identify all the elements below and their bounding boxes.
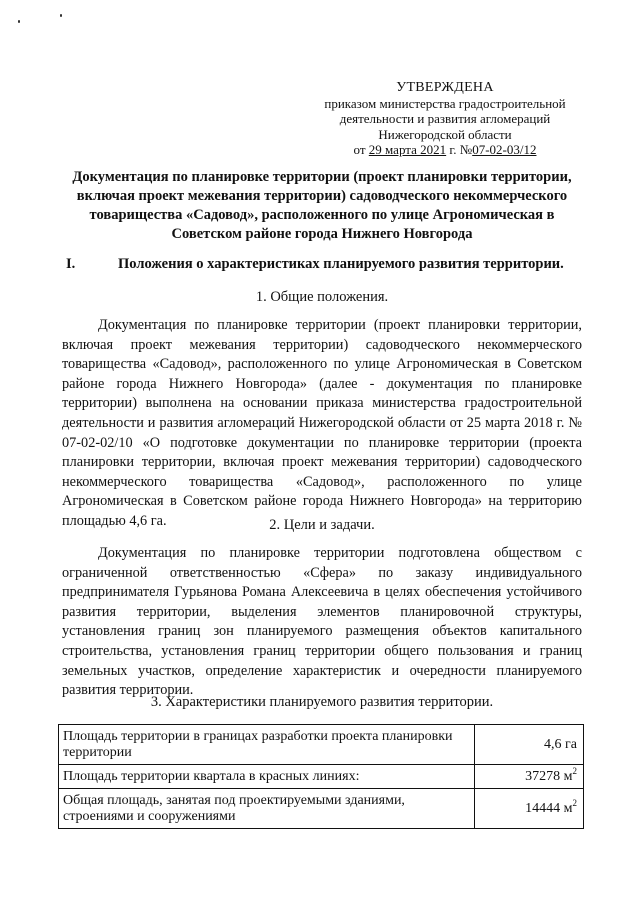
table-row — [59, 789, 584, 829]
value-text: 37278 м — [525, 769, 573, 784]
table-cell-label: Площадь территории в границах разработки проекта планировки территории — [59, 725, 475, 765]
section-title: Положения о характеристиках планируемого развития территории. — [118, 256, 564, 272]
approval-stamp-block — [300, 80, 590, 158]
scan-speck — [60, 14, 62, 17]
approval-heading: УТВЕРЖДЕНА — [396, 80, 494, 95]
approval-line: Нижегородской области — [378, 126, 512, 142]
unit-superscript: 2 — [572, 798, 577, 808]
paragraph-goals: Документация по планировке территории подготовлена обществом с ограниченной ответственностью «Сфера» по заказу индивидуального предпринимателя Гурьянова Романа Алексеевича в целях обеспечения устойчивого развития территории, выделения элементов планировочной структуры, установления границ зон планируемого размещения объектов капитального строительства, установления границ территории общего пользования и границ земельных участков, определение характеристик и очередности планируемого развития территории. — [62, 545, 582, 699]
approval-date: 29 марта 2021 — [368, 142, 447, 157]
scan-speck — [18, 20, 20, 23]
approval-line: деятельности и развития агломераций — [339, 111, 551, 126]
value-text: 4,6 га — [544, 737, 577, 752]
paragraph-general: Документация по планировке территории (проект планировки территории, включая проект межевания территории) садоводческого некоммерческого товарищества «Садовод», расположенного по улице Агрономическая в Советском районе города Нижнего Новгорода» (далее - документация по планировке территории) выполнена на основании приказа министерства градостроительной деятельности и развития агломераций Нижегородской области от 25 марта 2018 г. № 07-02-02/10 «О подготовке документации по планировке территории (проекта планировки территории, включая проект межевания территории) садоводческого некоммерческого товарищества «Садовод», расположенного по улице Агрономическая в Советском районе города Нижнего Новгорода» на территорию площадью 4,6 га. — [62, 317, 582, 529]
date-prefix: от — [353, 142, 366, 157]
table-cell-label: Общая площадь, занятая под проектируемыми зданиями, строениями и сооружениями — [59, 789, 475, 829]
subsection-heading-general: 1. Общие положения. — [255, 289, 389, 305]
subsection-heading-goals: 2. Цели и задачи. — [269, 517, 375, 533]
table-cell-value — [475, 765, 584, 789]
table-cell-value — [475, 725, 584, 765]
value-text: 14444 м — [525, 801, 573, 816]
characteristics-table — [58, 724, 584, 829]
approval-number: 07-02-03/12 — [472, 142, 537, 157]
approval-line: приказом министерства градостроительной — [324, 95, 566, 111]
section-number: I. — [66, 256, 76, 272]
table-row — [59, 725, 584, 765]
subsection-heading-characteristics: 3. Характеристики планируемого развития территории. — [150, 694, 494, 710]
document-title: Документация по планировке территории (проект планировки территории, включая проект межевания территории) садоводческого некоммерческого товарищества «Садовод», расположенного по улице Агрономическая в Советском районе города Нижнего Новгорода — [72, 169, 572, 242]
table-cell-value — [475, 789, 584, 829]
table-row — [59, 765, 584, 789]
table-cell-label: Площадь территории квартала в красных линиях: — [59, 765, 475, 789]
unit-superscript: 2 — [572, 766, 577, 776]
date-suffix: г. № — [449, 142, 473, 157]
approval-date-line — [300, 142, 590, 158]
section-heading — [66, 255, 586, 274]
